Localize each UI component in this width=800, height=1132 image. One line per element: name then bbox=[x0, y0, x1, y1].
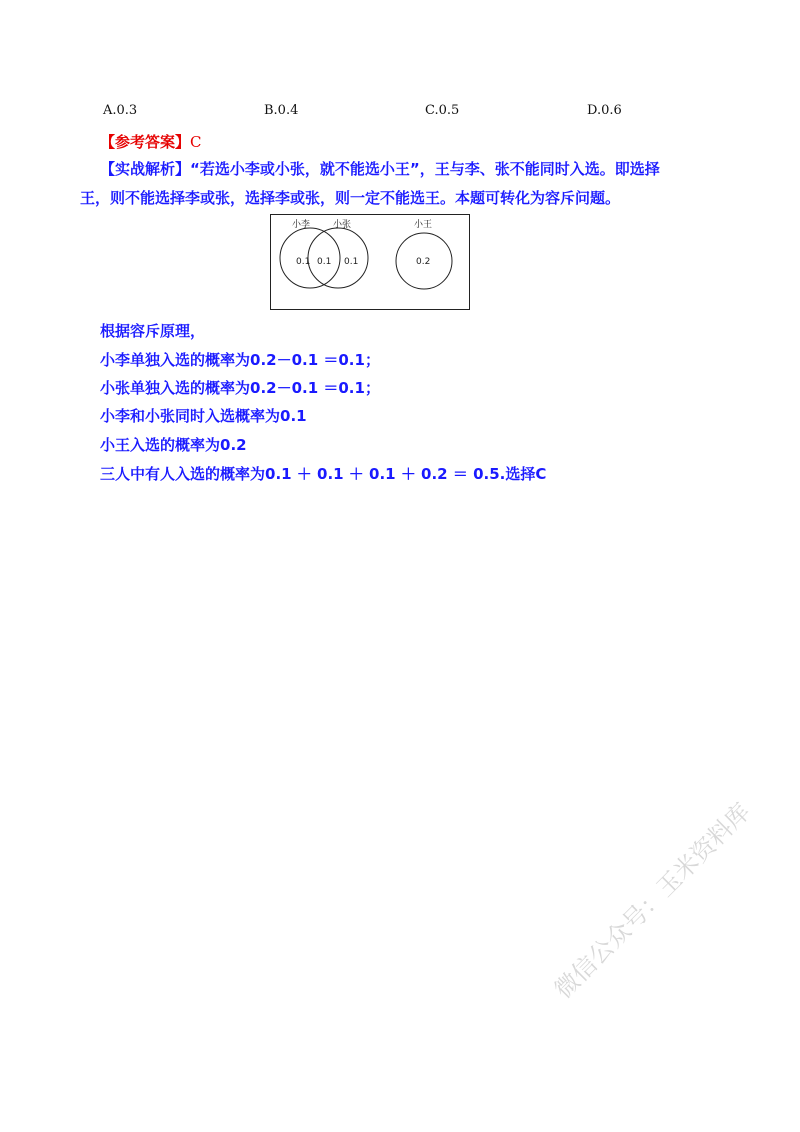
option-c: C.0.5 bbox=[425, 103, 460, 118]
solution-line-2: 小李单独入选的概率为0.2－0.1 ＝0.1； bbox=[100, 351, 380, 369]
venn-diagram bbox=[270, 214, 470, 310]
venn-label-wang: 小王 bbox=[414, 220, 433, 230]
venn-value-wang: 0.2 bbox=[416, 257, 431, 267]
reference-answer bbox=[100, 131, 202, 152]
option-a: A.0.3 bbox=[103, 103, 138, 118]
venn-value-li-only: 0.1 bbox=[296, 257, 311, 267]
venn-value-overlap: 0.1 bbox=[317, 257, 332, 267]
option-d: D.0.6 bbox=[587, 103, 622, 118]
venn-label-zhang: 小张 bbox=[333, 220, 352, 230]
answer-options bbox=[103, 103, 663, 123]
solution-line-3: 小张单独入选的概率为0.2－0.1 ＝0.1； bbox=[100, 379, 380, 397]
option-b: B.0.4 bbox=[264, 103, 299, 118]
solution-line-1: 根据容斥原理， bbox=[100, 322, 206, 340]
analysis-label: 【实战解析】 bbox=[100, 160, 191, 178]
venn-value-zhang-only: 0.1 bbox=[344, 257, 359, 267]
answer-value: C bbox=[190, 133, 202, 151]
analysis-line-1 bbox=[100, 158, 660, 179]
watermark: 微信公众号：玉米资料库 bbox=[549, 797, 756, 1005]
answer-label: 【参考答案】 bbox=[100, 133, 191, 151]
solution-line-5: 小王入选的概率为0.2 bbox=[100, 436, 247, 454]
solution-line-6: 三人中有人入选的概率为0.1 ＋ 0.1 ＋ 0.1 ＋ 0.2 ＝ 0.5.选择C bbox=[100, 465, 547, 483]
venn-label-li: 小李 bbox=[292, 220, 311, 230]
solution-line-4: 小李和小张同时入选概率为0.1 bbox=[100, 407, 307, 425]
analysis-text-1: “若选小李或小张，就不能选小王”，王与李、张不能同时入选。即选择 bbox=[190, 160, 660, 178]
analysis-line-2: 王，则不能选择李或张，选择李或张，则一定不能选王。本题可转化为容斥问题。 bbox=[80, 189, 621, 207]
